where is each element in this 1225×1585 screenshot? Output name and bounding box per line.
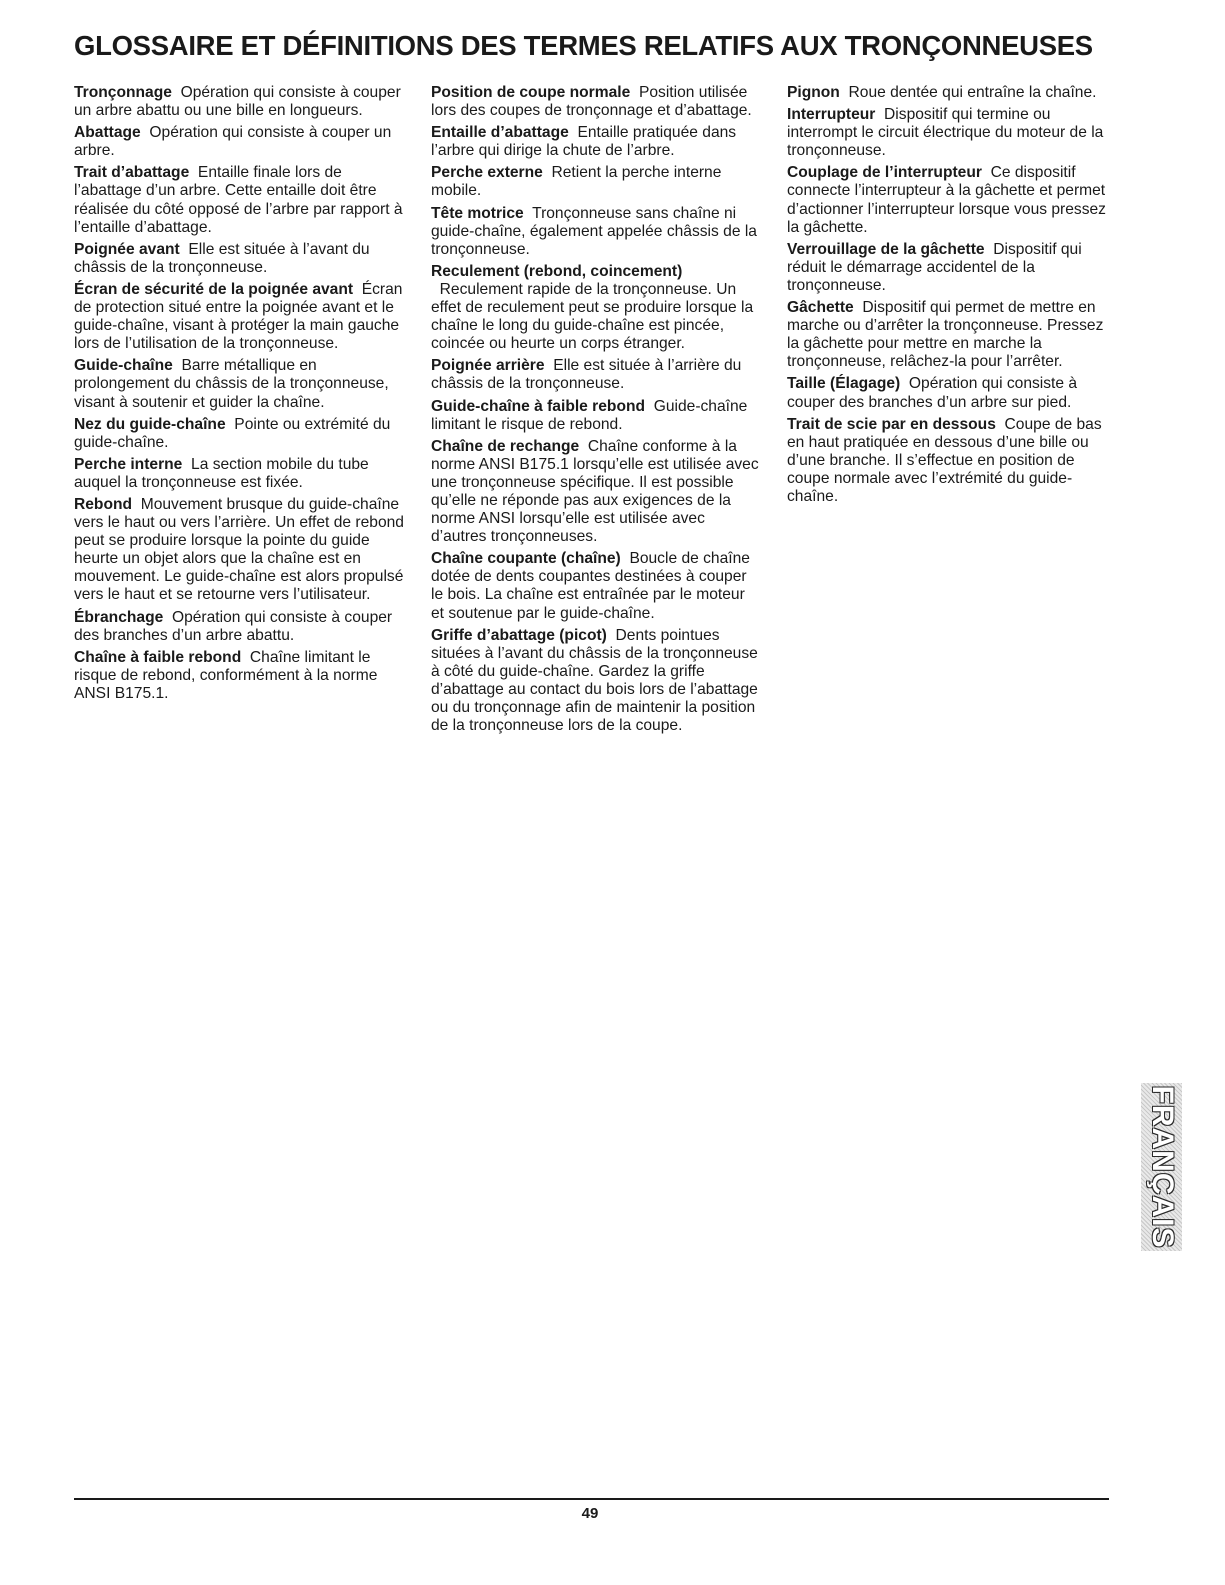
footer-divider (74, 1498, 1109, 1500)
glossary-entry (74, 281, 404, 353)
glossary-definition: Dispositif qui réduit le démarrage accidentel de la tronçonneuse. (787, 240, 1082, 294)
glossary-definition: Position utilisée lors des coupes de tronçonnage et d’abattage. (431, 84, 752, 120)
glossary-definition: Roue dentée qui entraîne la chaîne. (848, 84, 1097, 101)
glossary-entry (74, 124, 404, 160)
glossary-entry (431, 84, 761, 120)
glossary-entry (431, 205, 761, 259)
glossary-entry (431, 398, 761, 434)
glossary-entry (74, 241, 404, 277)
glossary-term: Guide-chaîne à faible rebond (431, 397, 646, 415)
glossary-definition: Dispositif qui permet de mettre en marche ou d’arrêter la tronçonneuse. Pressez la gâchette pour mettre en marche la tronçonneuse, relâchez-la pour l’arrêter. (787, 299, 1104, 371)
glossary-entry (787, 241, 1117, 295)
glossary-definition: Ce dispositif connecte l’interrupteur à la gâchette et permet d’actionner l’interrupteur lorsque vous pressez la gâchette. (787, 164, 1106, 236)
glossary-entry (74, 357, 404, 411)
glossary-entry (787, 164, 1117, 236)
glossary-term: Rebond (74, 495, 133, 513)
glossary-definition: Mouvement brusque du guide-chaîne vers le haut ou vers l’arrière. Un effet de rebond peut se produire lorsque la pointe du guide heurte un objet alors que la chaîne est en mouvement. Le guide-chaîne est alors propulsé vers le haut et se retourne vers l’utilisateur. (74, 495, 404, 604)
glossary-definition: Guide-chaîne limitant le risque de rebond. (431, 397, 748, 433)
glossary-entry (431, 627, 761, 736)
glossary-term: Position de coupe normale (431, 84, 631, 101)
glossary-definition: Opération qui consiste à couper des branches d’un arbre abattu. (74, 608, 393, 644)
glossary-definition: Chaîne conforme à la norme ANSI B175.1 lorsqu’elle est utilisée avec une tronçonneuse spécifique. Il est possible qu’elle ne réponde pas aux exigences de la norme ANSI lorsqu’elle est utilisée avec d’autres tronçonneuses. (431, 437, 759, 546)
glossary-entry (431, 164, 761, 200)
page-title: GLOSSAIRE ET DÉFINITIONS DES TERMES RELATIFS AUX TRONÇONNEUSES (74, 30, 1093, 61)
language-label: FRANÇAIS (1145, 1085, 1179, 1249)
glossary-definition: Entaille finale lors de l’abattage d’un arbre. Cette entaille doit être réalisée du côté opposé de l’arbre par rapport à l’entaille d’abattage. (74, 164, 403, 236)
glossary-term: Couplage de l’interrupteur (787, 164, 982, 182)
glossary-term: Perche interne (74, 455, 183, 473)
glossary-definition: Opération qui consiste à couper un arbre abattu ou une bille en longueurs. (74, 84, 401, 120)
glossary-column-3 (787, 84, 1117, 510)
glossary-column-2 (431, 84, 761, 739)
glossary-term: Tronçonnage (74, 84, 172, 101)
glossary-definition: Dispositif qui termine ou interrompt le circuit électrique du moteur de la tronçonneuse. (787, 106, 1104, 160)
glossary-entry (74, 496, 404, 605)
glossary-entry (74, 649, 404, 703)
glossary-definition: Entaille pratiquée dans l’arbre qui dirige la chute de l’arbre. (431, 124, 737, 160)
glossary-term: Poignée arrière (431, 357, 545, 375)
glossary-term: Griffe d’abattage (picot) (431, 626, 607, 644)
glossary-definition: Elle est située à l’arrière du châssis de la tronçonneuse. (431, 357, 742, 393)
page-number: 49 (581, 1505, 599, 1522)
glossary-definition: Écran de protection situé entre la poignée avant et le guide-chaîne, visant à protéger la main gauche lors de l’utilisation de la tronçonneuse. (74, 280, 403, 353)
glossary-entry (787, 299, 1117, 371)
glossary-definition: Opération qui consiste à couper des branches d’un arbre sur pied. (787, 375, 1078, 411)
glossary-term: Gâchette (787, 299, 854, 317)
glossary-entry (431, 357, 761, 393)
glossary-entry (787, 375, 1117, 411)
glossary-term: Ébranchage (74, 608, 164, 626)
glossary-definition: Chaîne limitant le risque de rebond, conformément à la norme ANSI B175.1. (74, 648, 378, 702)
glossary-entry (431, 550, 761, 622)
glossary-definition: Tronçonneuse sans chaîne ni guide-chaîne, également appelée châssis de la tronçonneuse. (431, 204, 757, 258)
glossary-term: Trait d’abattage (74, 164, 190, 182)
glossary-entry (787, 106, 1117, 160)
glossary-term: Entaille d’abattage (431, 124, 569, 142)
glossary-term: Abattage (74, 124, 141, 142)
glossary-entry (787, 416, 1117, 506)
glossary-term: Écran de sécurité de la poignée avant (74, 280, 354, 298)
glossary-entry (74, 416, 404, 452)
glossary-term: Reculement (rebond, coincement) (431, 262, 683, 280)
glossary-term: Pignon (787, 84, 840, 101)
glossary-term: Trait de scie par en dessous (787, 415, 996, 433)
glossary-definition: Elle est située à l’avant du châssis de la tronçonneuse. (74, 240, 370, 276)
glossary-term: Chaîne de rechange (431, 437, 580, 455)
glossary-term: Poignée avant (74, 240, 180, 258)
glossary-definition: Dents pointues situées à l’avant du châssis de la tronçonneuse à côté du guide-chaîne. Gardez la griffe d’abattage au contact du bois lors de l’abattage ou du tronçonnage afin de maintenir la position de la tronçonneuse lors de la coupe. (431, 626, 758, 735)
glossary-term: Chaîne à faible rebond (74, 648, 242, 666)
glossary-definition: La section mobile du tube auquel la tronçonneuse est fixée. (74, 455, 369, 491)
glossary-term: Perche externe (431, 164, 543, 182)
glossary-column-1 (74, 84, 404, 707)
glossary-entry (431, 124, 761, 160)
glossary-definition: Retient la perche interne mobile. (431, 164, 722, 200)
glossary-definition: Opération qui consiste à couper un arbre. (74, 124, 392, 160)
glossary-term: Interrupteur (787, 106, 876, 124)
glossary-definition: Barre métallique en prolongement du châssis de la tronçonneuse, visant à soutenir et guider la chaîne. (74, 357, 389, 411)
glossary-entry (431, 263, 761, 353)
glossary-definition: Pointe ou extrémité du guide-chaîne. (74, 415, 391, 451)
glossary-term: Nez du guide-chaîne (74, 415, 226, 433)
glossary-entry (74, 84, 404, 120)
glossary-term: Chaîne coupante (chaîne) (431, 550, 621, 568)
glossary-term: Verrouillage de la gâchette (787, 240, 985, 258)
glossary-definition: Reculement rapide de la tronçonneuse. Un effet de reculement peut se produire lorsque la chaîne le long du guide-chaîne est pincée, coincée ou heurte un corps étranger. (431, 280, 754, 353)
glossary-entry (74, 164, 404, 236)
glossary-term: Taille (Élagage) (787, 375, 901, 393)
language-side-tab (1141, 1083, 1182, 1251)
glossary-entry (431, 438, 761, 547)
glossary-entry (787, 84, 1117, 102)
glossary-term: Tête motrice (431, 204, 524, 222)
glossary-entry (74, 609, 404, 645)
glossary-term: Guide-chaîne (74, 357, 173, 375)
glossary-entry (74, 456, 404, 492)
glossary-definition: Boucle de chaîne dotée de dents coupantes destinées à couper le bois. La chaîne est entraînée par le moteur et soutenue par le guide-chaîne. (431, 550, 750, 622)
glossary-definition: Coupe de bas en haut pratiquée en dessous d’une bille ou d’une branche. Il s’effectue en position de coupe normale avec l’extrémité du guide-chaîne. (787, 415, 1102, 505)
